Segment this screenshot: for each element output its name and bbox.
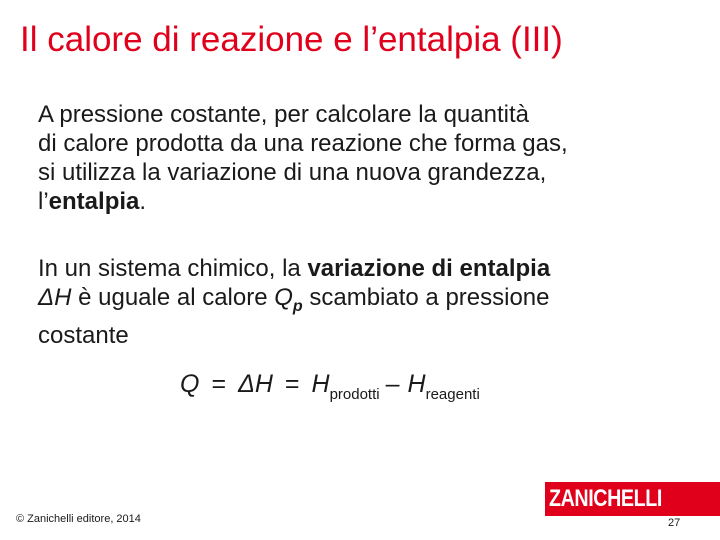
formula-q: Q bbox=[180, 370, 200, 398]
paragraph-line: si utilizza la variazione di una nuova grandezza, bbox=[38, 159, 547, 186]
paragraph-line bbox=[38, 254, 550, 283]
formula-h-reactants: H bbox=[407, 370, 426, 398]
bold-term-variazione: variazione di entalpia bbox=[307, 255, 551, 282]
formula-h-products: H bbox=[311, 370, 330, 398]
symbol-delta-h: ΔH bbox=[38, 284, 72, 311]
zanichelli-logo bbox=[545, 482, 720, 516]
formula-minus: – bbox=[385, 370, 400, 398]
enthalpy-formula bbox=[180, 367, 480, 412]
formula-equals: = bbox=[211, 370, 227, 398]
slide-title: Il calore di reazione e l’entalpia (III) bbox=[20, 20, 563, 59]
paragraph-line: costante bbox=[38, 322, 129, 349]
formula-equals: = bbox=[284, 370, 300, 398]
formula-sub-reagenti: reagenti bbox=[425, 386, 480, 403]
paragraph-enthalpy-definition bbox=[38, 100, 568, 216]
text-segment: scambiato a pressione bbox=[302, 284, 550, 311]
text-segment: l’ bbox=[38, 188, 49, 215]
text-segment: . bbox=[139, 188, 147, 215]
text-segment: è uguale al calore bbox=[71, 284, 275, 311]
paragraph-enthalpy-variation bbox=[38, 254, 550, 350]
page-number: 27 bbox=[668, 517, 681, 529]
formula-delta-h-text: ΔH bbox=[238, 370, 273, 398]
copyright-text: © Zanichelli editore, 2014 bbox=[16, 513, 141, 525]
bold-term-entalpia: entalpia bbox=[48, 188, 140, 215]
formula-delta-h bbox=[238, 370, 273, 398]
paragraph-line: A pressione costante, per calcolare la quantità bbox=[38, 101, 529, 128]
paragraph-line bbox=[38, 187, 568, 216]
text-segment: In un sistema chimico, la bbox=[38, 255, 308, 282]
subscript-p: p bbox=[292, 298, 303, 315]
brand-logo-text: ZANICHELLI bbox=[549, 485, 662, 512]
formula-sub-prodotti: prodotti bbox=[329, 386, 380, 403]
paragraph-line bbox=[38, 283, 550, 321]
paragraph-line: di calore prodotta da una reazione che forma gas, bbox=[38, 130, 568, 157]
symbol-q: Q bbox=[274, 284, 293, 311]
